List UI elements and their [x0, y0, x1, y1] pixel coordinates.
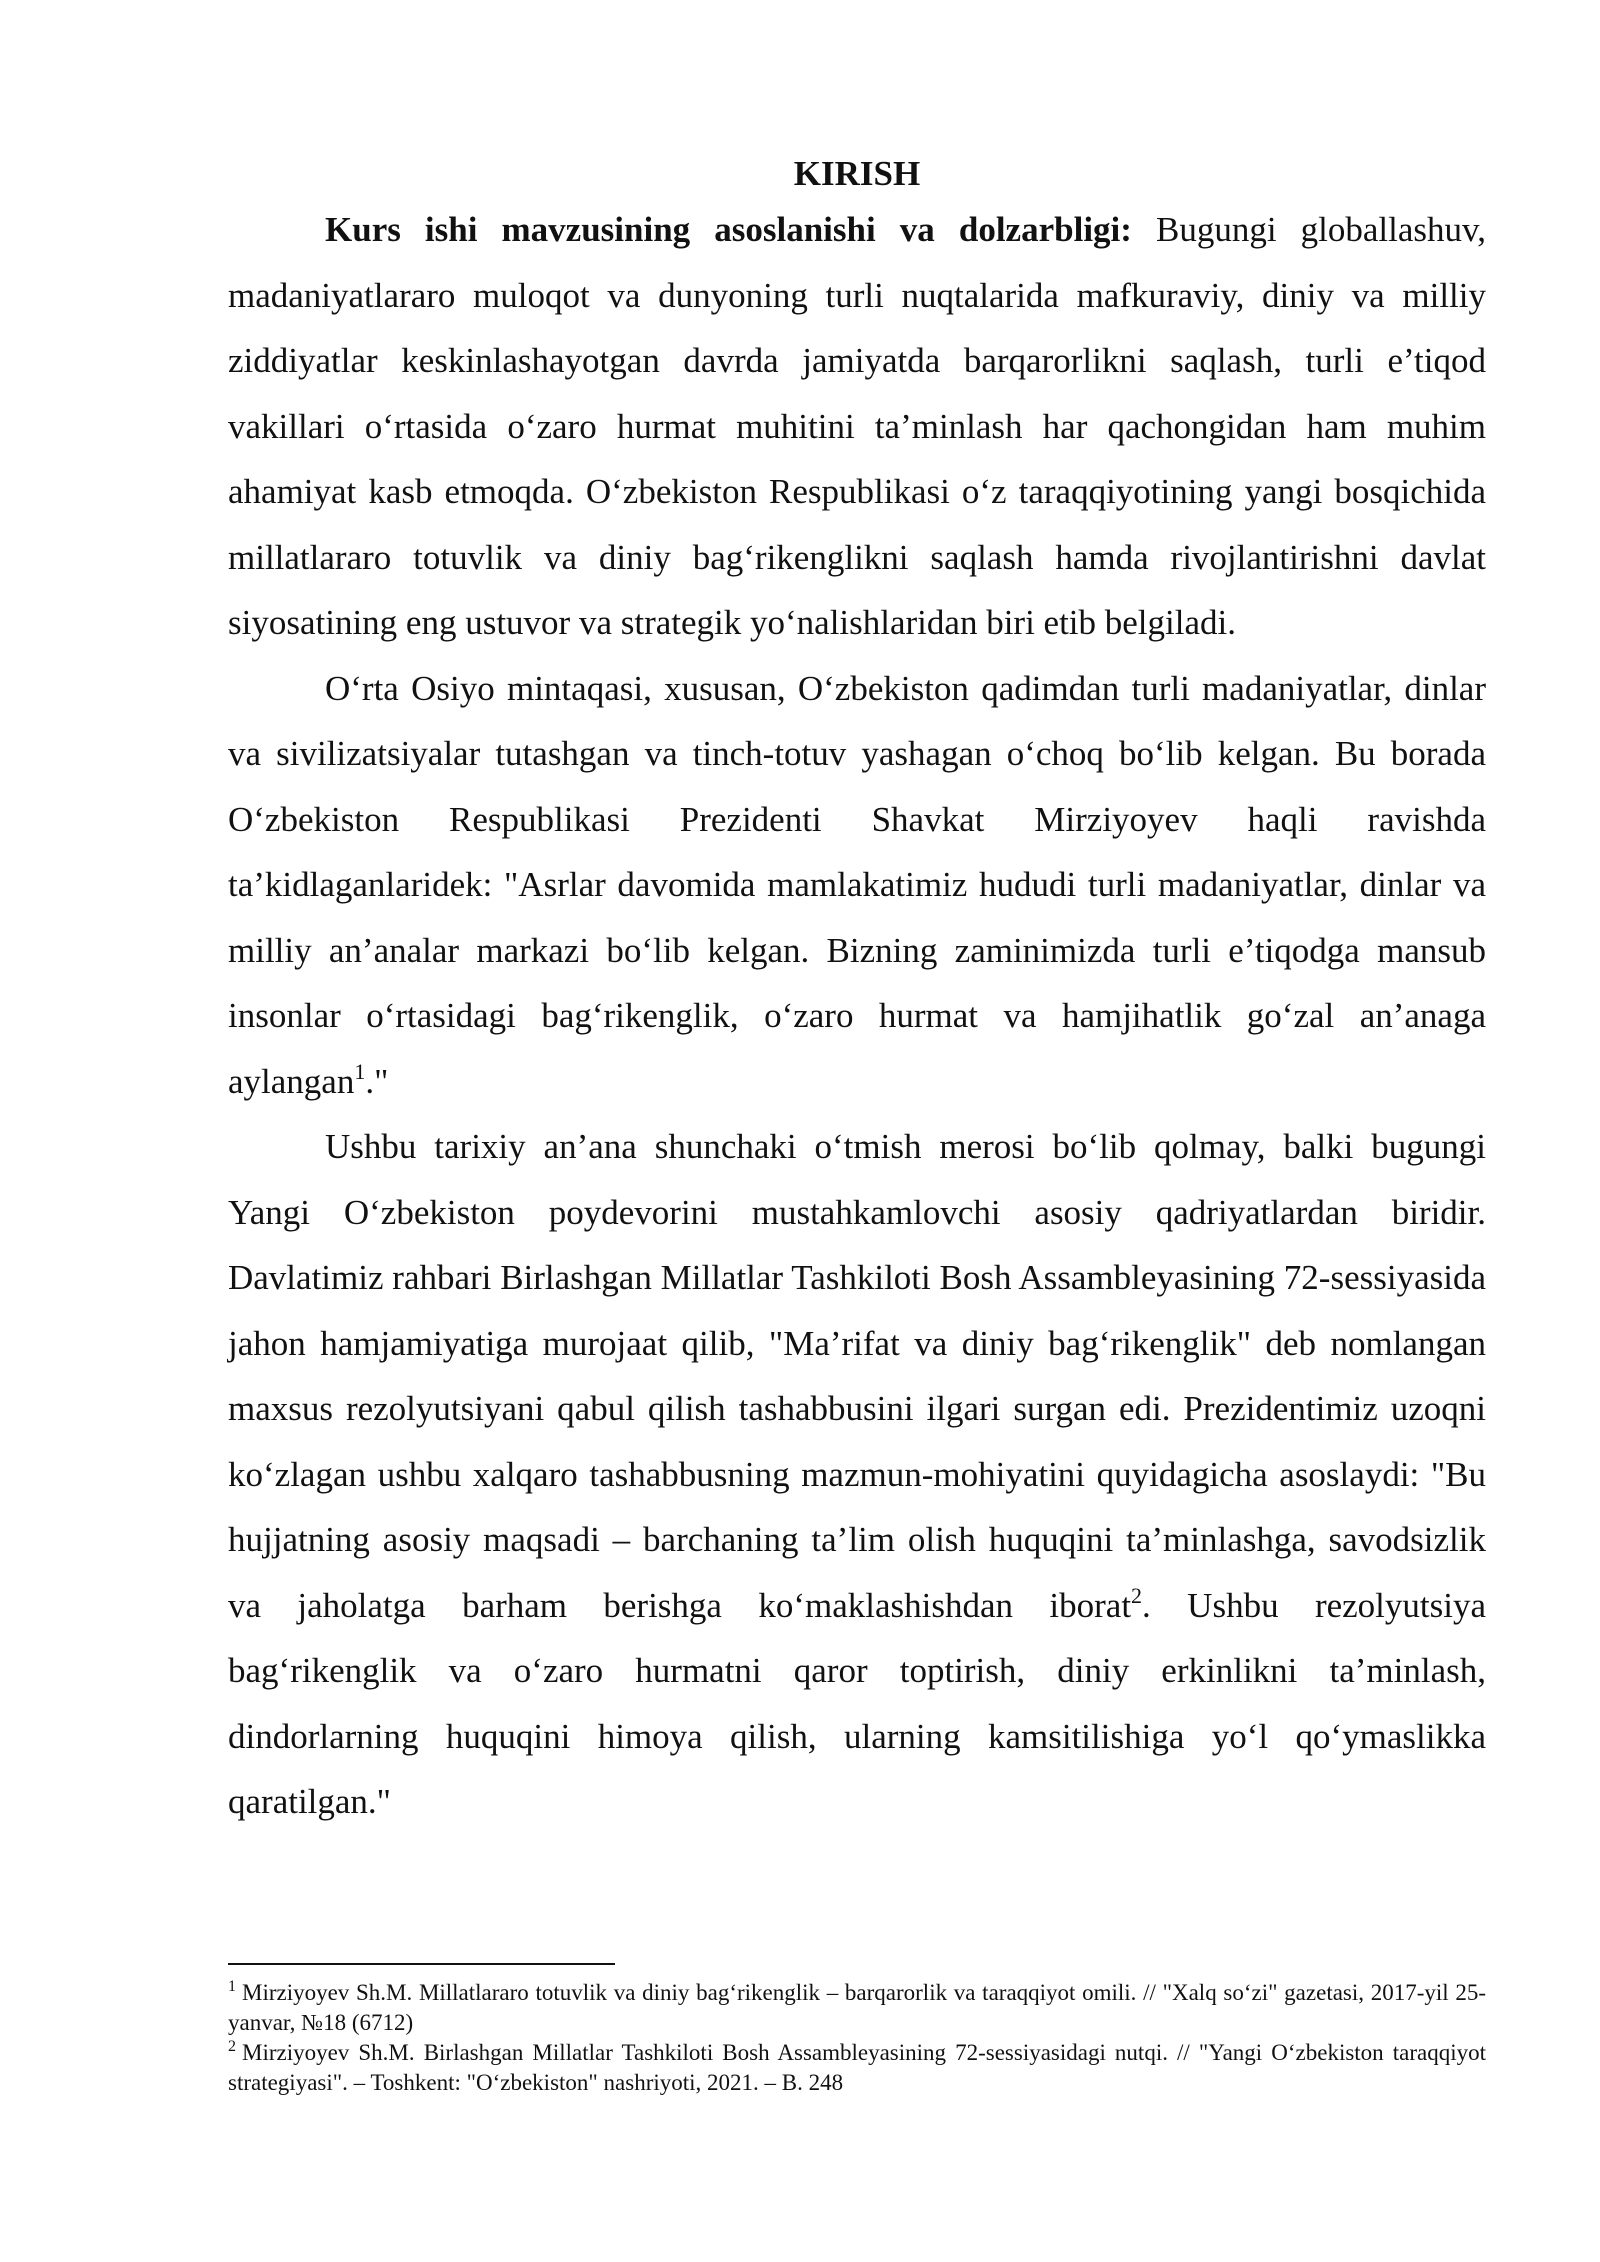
footnote-1 — [228, 1978, 1486, 2038]
paragraph-tradition — [228, 1114, 1486, 1835]
page-title: KIRISH — [793, 154, 921, 193]
footnote-mark: 2 — [228, 2038, 236, 2055]
paragraph-relevance — [228, 197, 1486, 656]
paragraph-text-tail: . Ushbu rezolyutsiya bag‘rikenglik va o‘zaro hurmatni qaror toptirish, diniy erkinlikni ta’minlash, dindorlarning huquqini himoya qilish, ularning kamsitilishiga yo‘l qo‘ymaslikka qaratilgan." — [228, 1585, 1487, 1821]
paragraph-text: Bugungi globallashuv, madaniyatlararo muloqot va dunyoning turli nuqtalarida mafkuraviy, diniy va milliy ziddiyatlar keskinlashayotgan davrda jamiyatda barqarorlikni saqlash, turli e’tiqod vakillari o‘rtasida o‘zaro hurmat muhitini ta’minlash har qachongidan ham muhim ahamiyat kasb etmoqda. O‘zbekiston Respublikasi o‘z taraqqiyotining yangi bosqichida millatlararo totuvlik va diniy bag‘rikenglikni saqlash hamda rivojlantirishni davlat siyosatining eng ustuvor va strategik yo‘nalishlaridan biri etib belgiladi. — [228, 210, 1486, 642]
footnote-ref-1[interactable]: 1 — [354, 1058, 366, 1084]
footnotes — [228, 1978, 1486, 2098]
footnote-text: Mirziyoyev Sh.M. Millatlararo totuvlik va diniy bag‘rikenglik – barqarorlik va taraqqiyot omili. // "Xalq so‘zi" gazetasi, 2017-yil 25-yanvar, №18 (6712) — [228, 1980, 1486, 2035]
footnote-mark: 1 — [228, 1978, 236, 1995]
paragraph-text: Ushbu tarixiy an’ana shunchaki o‘tmish merosi bo‘lib qolmay, balki bugungi Yangi O‘zbekiston poydevorini mustahkamlovchi asosiy qadriyatlardan biridir. Davlatimiz rahbari Birlashgan Millatlar Tashkiloti Bosh Assambleyasining 72-sessiyasida jahon hamjamiyatiga murojaat qilib, "Ma’rifat va diniy bag‘rikenglik" deb nomlangan maxsus rezolyutsiyani qabul qilish tashabbusini ilgari surgan edi. Prezidentimiz uzoqni ko‘zlagan ushbu xalqaro tashabbusning mazmun-mohiyatini quyidagicha asoslaydi: "Bu hujjatning asosiy maqsadi – barchaning ta’lim olish huquqini ta’minlashga, savodsizlik va jaholatga barham berishga ko‘maklashishdan iborat — [228, 1127, 1486, 1625]
footnote-separator — [228, 1963, 615, 1965]
footnote-2 — [228, 2038, 1486, 2098]
footnote-ref-2[interactable]: 2 — [1131, 1582, 1143, 1608]
paragraph-text: O‘rta Osiyo mintaqasi, xususan, O‘zbekiston qadimdan turli madaniyatlar, dinlar va sivilizatsiyalar tutashgan va tinch-totuv yashagan o‘choq bo‘lib kelgan. Bu borada O‘zbekiston Respublikasi Prezidenti Shavkat Mirziyoyev haqli ravishda ta’kidlaganlaridek: "Asrlar davomida mamlakatimiz hududi turli madaniyatlar, dinlar va milliy an’analar markazi bo‘lib kelgan. Bizning zaminimizda turli e’tiqodga mansub insonlar o‘rtasidagi bag‘rikenglik, o‘zaro hurmat va hamjihatlik go‘zal an’anaga aylangan — [228, 668, 1486, 1101]
paragraph-text-tail: ." — [365, 1061, 389, 1101]
paragraph-central-asia — [228, 656, 1486, 1115]
paragraph-bold-lead: Kurs ishi mavzusining asoslanishi va dolzarbligi: — [325, 210, 1132, 249]
document-body — [228, 152, 1486, 1835]
footnote-text: Mirziyoyev Sh.M. Birlashgan Millatlar Tashkiloti Bosh Assambleyasining 72-sessiyasidagi nutqi. // "Yangi O‘zbekiston taraqqiyot strategiyasi". – Toshkent: "O‘zbekiston" nashriyoti, 2021. – B. 248 — [228, 2040, 1486, 2095]
